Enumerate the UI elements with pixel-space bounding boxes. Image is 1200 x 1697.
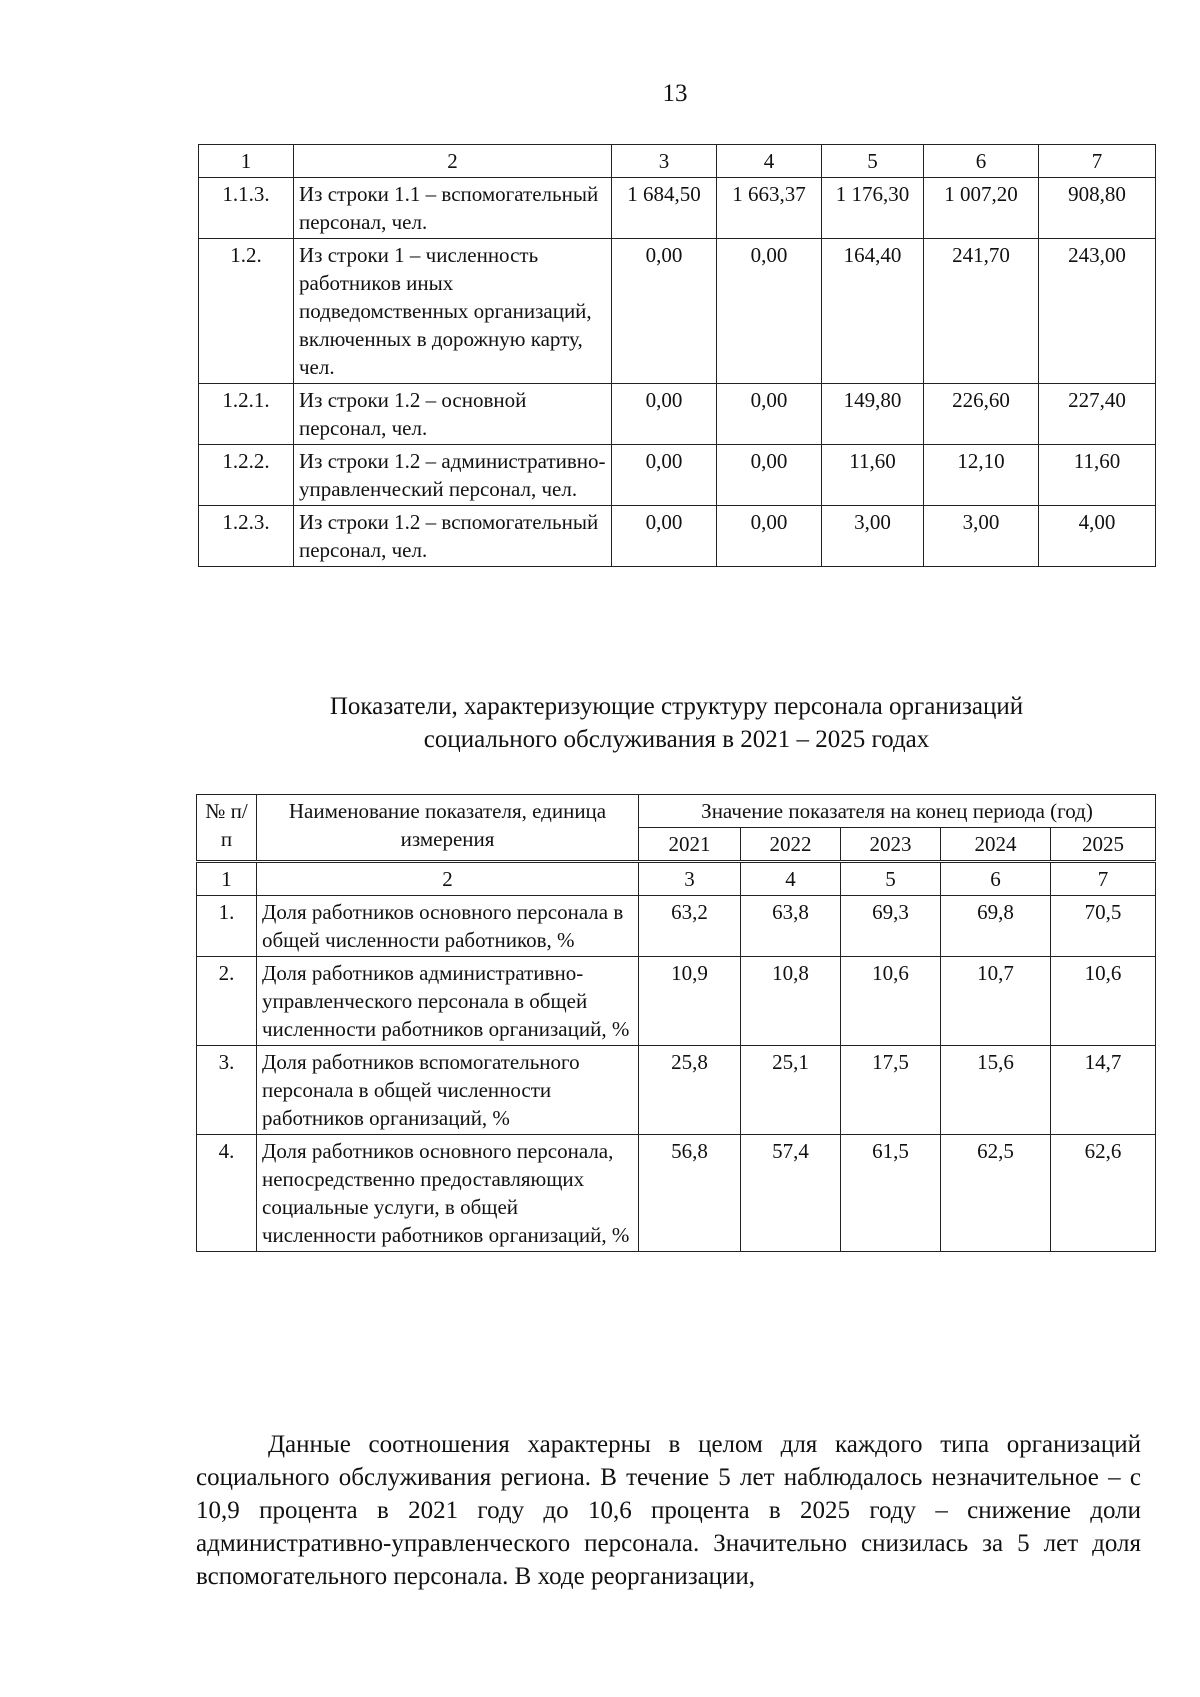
cell-value: 243,00 bbox=[1039, 239, 1156, 384]
row-label: Доля работников основного персонала в общей численности работников, % bbox=[257, 896, 639, 957]
cell-value: 25,8 bbox=[639, 1046, 741, 1135]
column-index: 3 bbox=[612, 145, 717, 178]
cell-value: 62,5 bbox=[941, 1135, 1051, 1252]
table-row bbox=[197, 1135, 1156, 1252]
year-header: 2022 bbox=[741, 828, 841, 862]
year-header: 2024 bbox=[941, 828, 1051, 862]
cell-value: 61,5 bbox=[841, 1135, 941, 1252]
cell-value: 17,5 bbox=[841, 1046, 941, 1135]
table-row bbox=[199, 506, 1156, 567]
year-header: 2025 bbox=[1051, 828, 1156, 862]
row-number: 3. bbox=[197, 1046, 257, 1135]
column-index: 4 bbox=[717, 145, 822, 178]
column-index: 7 bbox=[1039, 145, 1156, 178]
row-number: 1.1.3. bbox=[199, 178, 294, 239]
cell-value: 15,6 bbox=[941, 1046, 1051, 1135]
cell-value: 56,8 bbox=[639, 1135, 741, 1252]
cell-value: 63,2 bbox=[639, 896, 741, 957]
cell-value: 0,00 bbox=[612, 239, 717, 384]
cell-value: 11,60 bbox=[1039, 445, 1156, 506]
cell-value: 70,5 bbox=[1051, 896, 1156, 957]
table-header-row bbox=[199, 145, 1156, 178]
cell-value: 10,9 bbox=[639, 957, 741, 1046]
row-number: 4. bbox=[197, 1135, 257, 1252]
table-row bbox=[197, 1046, 1156, 1135]
column-header-values: Значение показателя на конец периода (год) bbox=[639, 795, 1156, 828]
year-header: 2023 bbox=[841, 828, 941, 862]
cell-value: 0,00 bbox=[717, 445, 822, 506]
body-paragraph: Данные соотношения характерны в целом для каждого типа организаций социального обслуживания региона. В течение 5 лет наблюдалось незначительное – с 10,9 процента в 2021 году до 10,6 процента в 2025 году – снижение доли административно-управленческого персонала. Значительно снизилась за 5 лет доля вспомогательного персонала. В ходе реорганизации, bbox=[196, 1431, 1141, 1590]
staff-count-table-continued bbox=[198, 144, 1156, 567]
cell-value: 3,00 bbox=[822, 506, 924, 567]
cell-value: 1 663,37 bbox=[717, 178, 822, 239]
table-row bbox=[199, 178, 1156, 239]
table-index-row bbox=[197, 862, 1156, 896]
column-index: 6 bbox=[941, 862, 1051, 896]
cell-value: 0,00 bbox=[717, 239, 822, 384]
row-label: Из строки 1.2 – вспомогательный персонал, чел. bbox=[294, 506, 612, 567]
row-label: Из строки 1.2 – административно-управленческий персонал, чел. bbox=[294, 445, 612, 506]
page-number: 13 bbox=[662, 80, 688, 107]
column-header-indicator: Наименование показателя, единица измерения bbox=[257, 795, 639, 862]
cell-value: 69,8 bbox=[941, 896, 1051, 957]
row-label: Из строки 1.1 – вспомогательный персонал, чел. bbox=[294, 178, 612, 239]
cell-value: 10,7 bbox=[941, 957, 1051, 1046]
column-index: 1 bbox=[199, 145, 294, 178]
table-row bbox=[197, 896, 1156, 957]
cell-value: 3,00 bbox=[924, 506, 1039, 567]
column-index: 5 bbox=[822, 145, 924, 178]
section-heading bbox=[198, 690, 1155, 756]
cell-value: 69,3 bbox=[841, 896, 941, 957]
cell-value: 12,10 bbox=[924, 445, 1039, 506]
cell-value: 11,60 bbox=[822, 445, 924, 506]
row-label: Доля работников административно-управленческого персонала в общей численности работников организаций, % bbox=[257, 957, 639, 1046]
cell-value: 25,1 bbox=[741, 1046, 841, 1135]
column-index: 7 bbox=[1051, 862, 1156, 896]
column-index: 2 bbox=[294, 145, 612, 178]
table-row bbox=[199, 445, 1156, 506]
table-row bbox=[199, 239, 1156, 384]
cell-value: 0,00 bbox=[612, 506, 717, 567]
cell-value: 62,6 bbox=[1051, 1135, 1156, 1252]
table-row bbox=[197, 957, 1156, 1046]
cell-value: 227,40 bbox=[1039, 384, 1156, 445]
table-header-row bbox=[197, 795, 1156, 828]
row-label: Доля работников основного персонала, непосредственно предоставляющих социальные услуги, в общей численности работников организаций, % bbox=[257, 1135, 639, 1252]
cell-value: 0,00 bbox=[717, 384, 822, 445]
column-index: 6 bbox=[924, 145, 1039, 178]
row-number: 1.2.2. bbox=[199, 445, 294, 506]
row-number: 1. bbox=[197, 896, 257, 957]
row-number: 2. bbox=[197, 957, 257, 1046]
cell-value: 14,7 bbox=[1051, 1046, 1156, 1135]
row-label: Из строки 1 – численность работников иных подведомственных организаций, включенных в дорожную карту, чел. bbox=[294, 239, 612, 384]
column-index: 4 bbox=[741, 862, 841, 896]
cell-value: 4,00 bbox=[1039, 506, 1156, 567]
cell-value: 0,00 bbox=[717, 506, 822, 567]
row-number: 1.2. bbox=[199, 239, 294, 384]
cell-value: 164,40 bbox=[822, 239, 924, 384]
cell-value: 10,8 bbox=[741, 957, 841, 1046]
cell-value: 10,6 bbox=[841, 957, 941, 1046]
column-index: 5 bbox=[841, 862, 941, 896]
table-row bbox=[199, 384, 1156, 445]
column-index: 3 bbox=[639, 862, 741, 896]
cell-value: 149,80 bbox=[822, 384, 924, 445]
column-index: 1 bbox=[197, 862, 257, 896]
row-number: 1.2.1. bbox=[199, 384, 294, 445]
cell-value: 908,80 bbox=[1039, 178, 1156, 239]
cell-value: 241,70 bbox=[924, 239, 1039, 384]
cell-value: 57,4 bbox=[741, 1135, 841, 1252]
cell-value: 1 684,50 bbox=[612, 178, 717, 239]
column-index: 2 bbox=[257, 862, 639, 896]
staff-structure-table bbox=[196, 794, 1156, 1252]
cell-value: 226,60 bbox=[924, 384, 1039, 445]
row-number: 1.2.3. bbox=[199, 506, 294, 567]
cell-value: 63,8 bbox=[741, 896, 841, 957]
cell-value: 0,00 bbox=[612, 384, 717, 445]
row-label: Доля работников вспомогательного персонала в общей численности работников организаций, % bbox=[257, 1046, 639, 1135]
cell-value: 1 007,20 bbox=[924, 178, 1039, 239]
cell-value: 0,00 bbox=[612, 445, 717, 506]
heading-line: социального обслуживания в 2021 – 2025 годах bbox=[423, 726, 930, 753]
year-header: 2021 bbox=[639, 828, 741, 862]
column-header-number: № п/п bbox=[197, 795, 257, 862]
cell-value: 1 176,30 bbox=[822, 178, 924, 239]
row-label: Из строки 1.2 – основной персонал, чел. bbox=[294, 384, 612, 445]
cell-value: 10,6 bbox=[1051, 957, 1156, 1046]
heading-line: Показатели, характеризующие структуру персонала организаций bbox=[329, 693, 1024, 720]
